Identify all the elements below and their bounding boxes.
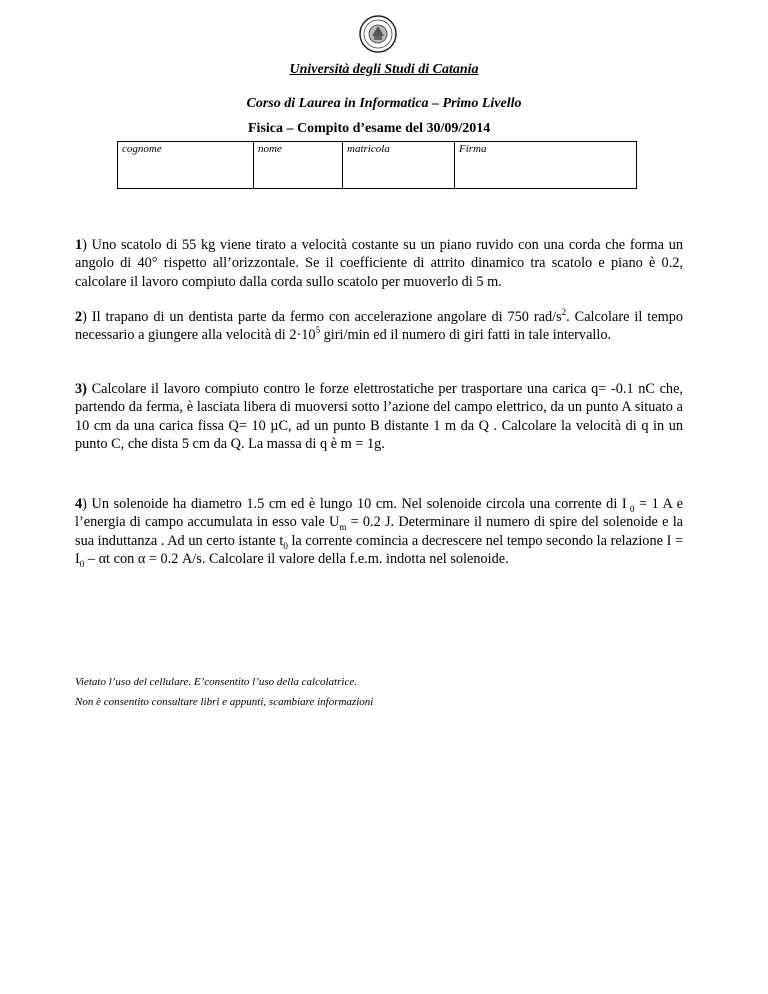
question-2-exponent-1: 2 (561, 307, 567, 318)
question-3 (75, 380, 683, 454)
question-2-text-3: giri/min ed il numero di giri fatti in tale intervallo. (320, 327, 612, 344)
question-4-subscript-1: 0 (626, 503, 635, 514)
footer-rule-1: Vietato l’uso del cellulare. E’consentito l’uso della calcolatrice. (75, 676, 357, 688)
question-4-subscript-4: 0 (79, 559, 85, 570)
university-title: Università degli Studi di Catania (289, 62, 479, 77)
exam-title: Fisica – Compito d’esame del 30/09/2014 (248, 121, 491, 136)
question-4-text-5: – αt con α = 0.2 A/s. Calcolare il valore della f.e.m. indotta nel solenoide. (84, 551, 509, 568)
question-1-text: ) Uno scatolo di 55 kg viene tirato a velocità costante su un piano ruvido con una corda che forma un angolo di 40° rispetto all’orizzontale. Se il coefficiente di attrito dinamico tra scatolo e piano è 0.2, calcolare il lavoro compiuto dalla corda sullo scatolo per muoverlo di 5 m. (75, 237, 683, 290)
course-title: Corso di Laurea in Informatica – Primo Livello (246, 96, 522, 111)
nome-field[interactable] (254, 142, 343, 189)
question-4-text-1: ) Un solenoide ha diametro 1.5 cm ed è lungo 10 cm. Nel solenoide circola una corrente di I (82, 496, 627, 512)
question-3-text: Calcolare il lavoro compiuto contro le forze elettrostatiche per trasportare una carica q= -0.1 nC che, partendo da ferma, è lasciata libera di muoversi sotto l’azione del campo elettrico, da un punto A situato a 10 cm da una carica fissa Q= 10 µC, ad un punto B distante 1 m da Q . Calcolare la velocità di q in un punto C, che dista 5 cm da Q. La massa di q è m = 1g. (75, 381, 683, 453)
nome-label: nome (258, 143, 282, 155)
question-2-text-1: ) Il trapano di un dentista parte da fermo con accelerazione angolare di 750 rad/s (82, 309, 562, 325)
question-3-number: 3) (75, 381, 87, 397)
footer-rule-2: Non è consentito consultare libri e appunti, scambiare informazioni (75, 696, 374, 708)
question-1 (75, 236, 683, 291)
question-4-text-3: = 0.2 J. Determinare il numero di spire del solenoide e la sua induttanza . Ad un certo istante t (75, 514, 684, 549)
matricola-label: matricola (347, 143, 390, 155)
firma-label: Firma (459, 143, 487, 155)
question-4-text-2: = 1 A e l’energia di campo accumulata in esso vale U (75, 496, 683, 531)
question-4 (75, 495, 683, 569)
question-4-subscript-2: m (339, 522, 347, 533)
cognome-field[interactable] (118, 142, 254, 189)
question-4-subscript-3: 0 (283, 540, 288, 551)
question-4-text-4: la corrente comincia a decrescere nel tempo secondo la relazione I = I (75, 532, 684, 568)
question-2-text-2: . Calcolare il tempo necessario a giungere alla velocità di 2·10 (75, 309, 683, 344)
university-seal-icon (358, 14, 398, 54)
question-1-number: 1 (75, 237, 83, 253)
question-2 (75, 308, 683, 345)
question-2-number: 2 (75, 309, 83, 325)
question-2-exponent-2: 5 (315, 325, 321, 336)
question-4-number: 4 (75, 496, 83, 512)
cognome-label: cognome (122, 143, 162, 155)
matricola-field[interactable] (343, 142, 455, 189)
student-id-table (117, 141, 637, 189)
firma-field[interactable] (455, 142, 637, 189)
